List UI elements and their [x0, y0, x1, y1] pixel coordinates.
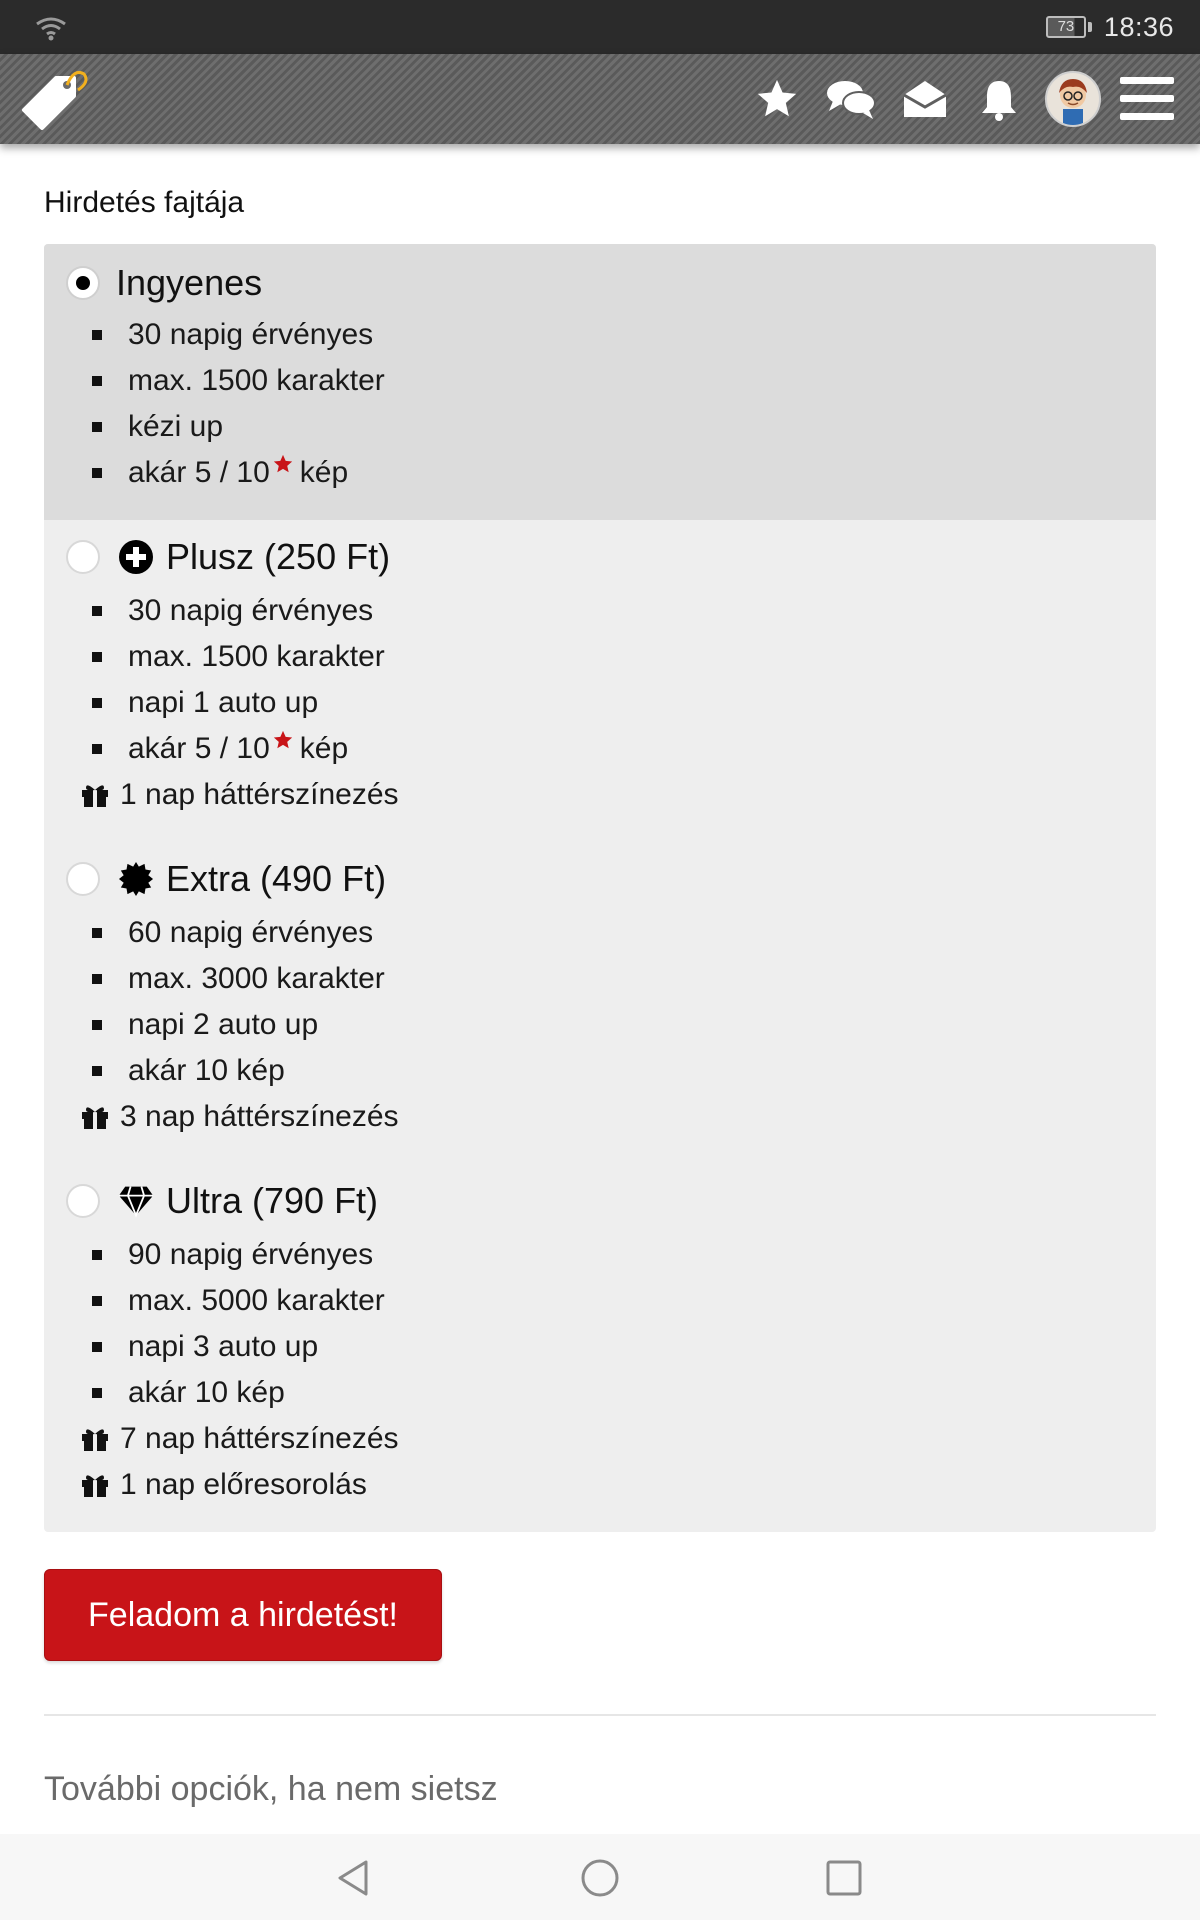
feature-item: max. 3000 karakter [44, 962, 385, 996]
feature-item: napi 2 auto up [44, 1008, 318, 1042]
option-title: Plusz (250 Ft) [166, 536, 391, 577]
feature-item: 30 napig érvényes [44, 318, 373, 352]
option-ultra[interactable] [44, 1164, 1156, 1532]
submit-ad-button[interactable]: Feladom a hirdetést! [44, 1569, 442, 1661]
avatar [1045, 71, 1101, 127]
badge-icon [118, 861, 154, 897]
bonus-item: 7 nap háttérszínezés [44, 1422, 399, 1456]
menu-icon [1120, 75, 1174, 123]
section-title: Hirdetés fajtája [44, 186, 245, 219]
option-extra[interactable] [44, 842, 1156, 1164]
wifi-icon [34, 14, 68, 42]
gift-icon [80, 1426, 110, 1452]
price-tag-icon[interactable] [12, 60, 92, 136]
feature-item: 30 napig érvényes [44, 594, 373, 628]
feature-item: max. 1500 karakter [44, 364, 385, 398]
chat-icon [825, 77, 877, 121]
status-bar [0, 0, 1200, 54]
option-plusz[interactable] [44, 520, 1156, 842]
bonus-item: 1 nap előresorolás [44, 1468, 367, 1502]
feature-item: napi 1 auto up [44, 686, 318, 720]
feature-item: napi 3 auto up [44, 1330, 318, 1364]
feature-item: akár 10 kép [44, 1054, 285, 1088]
plus-circle-icon [118, 539, 154, 575]
feature-item: akár 5 / 10 kép [44, 456, 348, 490]
feature-item: 60 napig érvényes [44, 916, 373, 950]
system-nav-bar [0, 1834, 1200, 1920]
envelope-icon [902, 79, 948, 119]
gift-icon [80, 1104, 110, 1130]
feature-item: max. 1500 karakter [44, 640, 385, 674]
feature-item: akár 10 kép [44, 1376, 285, 1410]
favorites-button[interactable] [740, 68, 814, 130]
divider [44, 1714, 1156, 1716]
battery-level: 73 [1046, 16, 1086, 38]
notifications-button[interactable] [962, 68, 1036, 130]
messages-button[interactable] [814, 68, 888, 130]
app-header [0, 54, 1200, 144]
star-icon [754, 76, 800, 122]
radio-plusz[interactable] [66, 540, 100, 574]
battery-indicator [1046, 16, 1092, 38]
bonus-item: 3 nap háttérszínezés [44, 1100, 399, 1134]
feature-item: kézi up [44, 410, 223, 444]
radio-ingyenes[interactable] [66, 266, 100, 300]
option-ingyenes[interactable] [44, 244, 1156, 520]
home-icon[interactable] [578, 1856, 622, 1900]
radio-extra[interactable] [66, 862, 100, 896]
radio-ultra[interactable] [66, 1184, 100, 1218]
more-options-heading[interactable]: További opciók, ha nem sietsz [44, 1770, 498, 1808]
bonus-item: 1 nap háttérszínezés [44, 778, 399, 812]
feature-item: 90 napig érvényes [44, 1238, 373, 1272]
recents-icon[interactable] [822, 1856, 866, 1900]
feature-item: akár 5 / 10 kép [44, 732, 348, 766]
gift-icon [80, 1472, 110, 1498]
ad-type-options [44, 244, 1156, 1532]
back-icon[interactable] [332, 1856, 376, 1900]
gift-icon [80, 782, 110, 808]
option-title: Extra (490 Ft) [166, 858, 387, 899]
bell-icon [979, 77, 1019, 121]
menu-button[interactable] [1110, 68, 1184, 130]
option-title: Ultra (790 Ft) [166, 1180, 379, 1221]
premium-star-icon [272, 729, 294, 751]
option-title: Ingyenes [116, 262, 263, 303]
clock: 18:36 [1103, 11, 1174, 42]
diamond-icon [118, 1183, 154, 1219]
feature-item: max. 5000 karakter [44, 1284, 385, 1318]
profile-button[interactable] [1036, 68, 1110, 130]
premium-star-icon [272, 453, 294, 475]
mail-button[interactable] [888, 68, 962, 130]
